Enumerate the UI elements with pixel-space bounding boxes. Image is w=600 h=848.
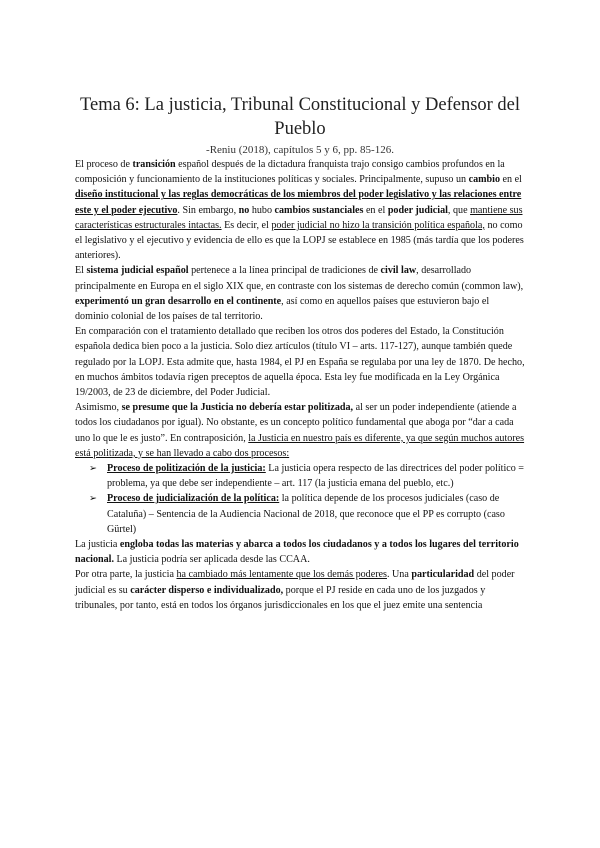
text-run-bold: engloba todas las materias y abarca a todos los ciudadanos y a todos los lugares del territorio nacional. bbox=[75, 539, 519, 566]
text-run-bold: transición bbox=[132, 159, 176, 170]
text-run: pertenece a la línea principal de tradiciones de bbox=[188, 265, 381, 277]
paragraph-ambito bbox=[75, 537, 525, 567]
text-run-bold: civil law bbox=[380, 265, 417, 277]
text-run-bold: carácter disperso e individualizado, bbox=[130, 584, 284, 596]
text-run: porque el PJ reside en cada uno de los juzgados y tribunales, por tanto, está en todos los órganos jurisdiccionales en los que el juez emite una sentencia bbox=[75, 584, 486, 611]
text-run: , así como en aquellos países que estuvieron bajo el dominio colonial de los países de tal territorio. bbox=[75, 295, 490, 323]
text-run-bold: poder judicial bbox=[387, 204, 448, 216]
text-run: hubo bbox=[249, 204, 275, 216]
text-run: . Una bbox=[386, 569, 412, 581]
list-item-text: la política depende de los procesos judiciales (caso de Cataluña) – Sentencia de la Audiencia Nacional de 2018, que reconoce que el PP es corrupto (caso Gürtel) bbox=[107, 493, 505, 535]
paragraph-particularidad bbox=[75, 567, 525, 613]
text-run: español después de la dictadura franquista trajo consigo cambios profundos en la composición y funcionamiento de la instituciones políticas y sociales. Principalmente, supuso un bbox=[75, 159, 505, 186]
text-run: Es decir, el bbox=[221, 219, 272, 231]
list-item-lead: Proceso de politización de la justicia: bbox=[107, 463, 266, 475]
text-run-bold: cambio bbox=[468, 174, 500, 186]
list-item bbox=[89, 461, 525, 491]
paragraph-transicion bbox=[75, 157, 525, 263]
document-title: Tema 6: La justicia, Tribunal Constitucional y Defensor del Pueblo bbox=[79, 95, 521, 139]
document-subtitle: -Reniu (2018), capítulos 5 y 6, pp. 85-126. bbox=[206, 144, 394, 156]
text-run-underline: la Justicia en nuestro país es diferente, ya que según muchos autores está politizada, y se han llevado a cabo dos procesos: bbox=[75, 432, 525, 459]
text-run-bold: sistema judicial español bbox=[86, 265, 189, 277]
text-run-underline: ha cambiado más lentamente que los demás poderes bbox=[176, 569, 387, 581]
text-run-bold: no bbox=[238, 204, 250, 216]
arrow-bullet-icon: ➢ bbox=[89, 463, 97, 475]
document-body bbox=[75, 157, 525, 613]
text-run: , desarrollado principalmente en Europa en el siglo XIX que, en contraste con los sistemas de derecho común (common law), bbox=[75, 265, 524, 292]
text-run: del poder judicial es su bbox=[75, 569, 515, 596]
text-run: La justicia podría ser aplicada desde las CCAA. bbox=[113, 554, 310, 566]
text-run-underline: poder judicial no hizo la transición política española, bbox=[271, 219, 485, 231]
text-run: Por otra parte, la justicia bbox=[75, 569, 177, 581]
text-run: La justicia bbox=[75, 539, 120, 551]
arrow-bullet-icon: ➢ bbox=[89, 493, 97, 505]
list-item-lead: Proceso de judicialización de la política: bbox=[107, 493, 280, 505]
text-run-underline: mantiene sus características estructurales intactas. bbox=[75, 204, 523, 231]
process-list bbox=[75, 461, 525, 537]
list-item-text: La justicia opera respecto de las directrices del poder político = problema, ya que debe ser independiente – art. 117 (la justicia emana del pueblo, etc.) bbox=[107, 463, 524, 490]
text-run: no como el legislativo y el ejecutivo y evidencia de ello es que la LOPJ se establece en 1985 (más tardía que los poderes anteriores). bbox=[75, 219, 524, 262]
text-run: en el bbox=[500, 174, 522, 186]
text-run: en el bbox=[363, 204, 388, 216]
text-run-bold: particularidad bbox=[411, 569, 475, 581]
text-run: El bbox=[75, 265, 87, 277]
text-run-bold: experimentó un gran desarrollo en el continente bbox=[75, 295, 282, 307]
paragraph-sistema-judicial bbox=[75, 263, 525, 324]
text-run-bold: cambios sustanciales bbox=[274, 204, 364, 216]
text-run: El proceso de bbox=[75, 159, 133, 170]
text-run-bold-underline: diseño institucional y las reglas democráticas de los miembros del poder legislativo y las relaciones entre este y el poder ejecutivo bbox=[75, 189, 522, 216]
text-run: , que bbox=[447, 204, 471, 216]
paragraph-constitucion: En comparación con el tratamiento detallado que reciben los otros dos poderes del Estado, la Constitución española dedica bien poco a la justicia. Solo diez artículos (título VI – arts. 117-127), aunque también quede regulado por la LOPJ. Esta admite que, hasta 1984, el PJ en España se regulaba por una ley de 1870. De hecho, en muchos ámbitos todavía rigen preceptos de aquella época. Esta ley fue modificada en la Ley Orgánica 19/2003, de 23 de diciembre, del Poder Judicial. bbox=[75, 326, 525, 399]
list-item bbox=[89, 491, 525, 537]
text-run-bold: se presume que la Justicia no debería estar politizada, bbox=[121, 402, 354, 414]
text-run: Asimismo, bbox=[75, 402, 122, 414]
paragraph-politizacion bbox=[75, 400, 525, 461]
text-run: . Sin embargo, bbox=[177, 204, 239, 216]
text-run: al ser un poder independiente (atiende a todos los ciudadanos por igual). No obstante, es un concepto político fundamental que aboga por “dar a cada uno lo que le es justo”. En contraposición, bbox=[75, 402, 517, 444]
